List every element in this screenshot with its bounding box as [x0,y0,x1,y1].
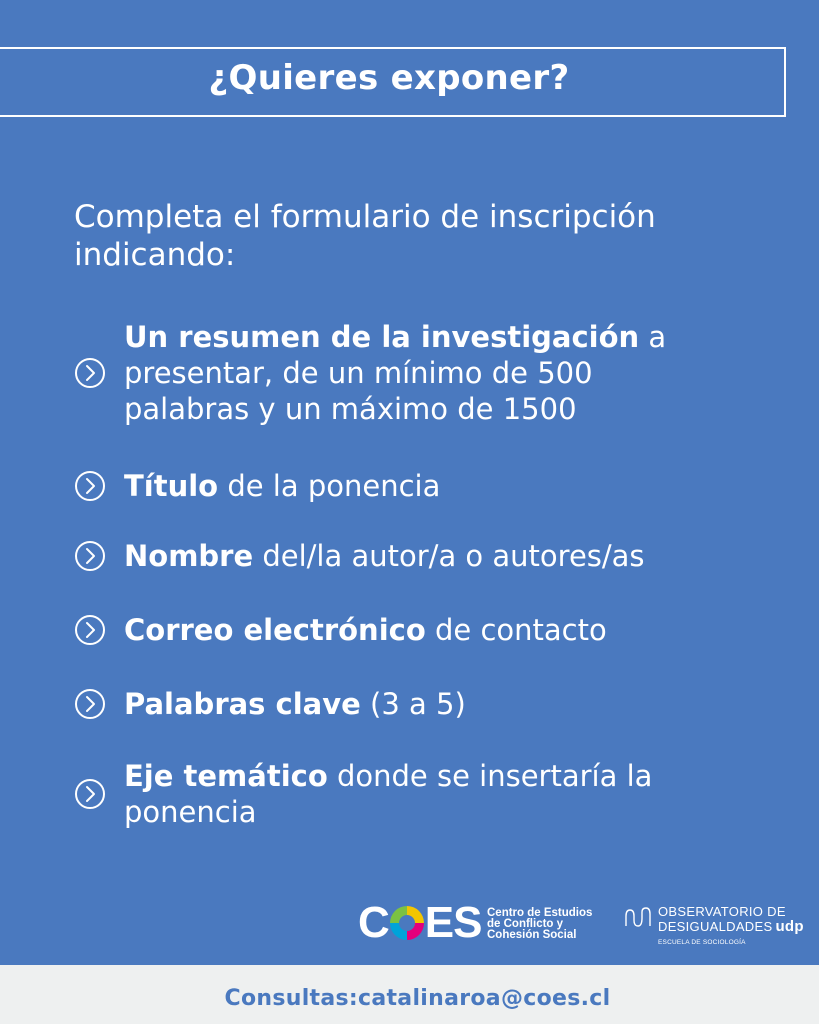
footer-bar [0,965,819,1024]
observatorio-school: ESCUELA DE SOCIOLOGÍA [658,939,746,946]
list-item [74,686,794,722]
coes-subtitle: Centro de Estudios de Conflicto y Cohesión Social [487,907,593,941]
chevron-right-circle-icon [74,357,106,389]
page-title: ¿Quieres exponer? [208,58,570,98]
list-item-bold: Correo electrónico [124,613,426,647]
coes-color-ring-icon [390,906,424,940]
intro-text: Completa el formulario de inscripción indicando: [74,199,656,273]
chevron-right-circle-icon [74,540,106,572]
contact-text[interactable]: Consultas:catalinaroa@coes.cl [224,986,611,1011]
list-item [74,468,794,504]
list-item-bold: Palabras clave [124,687,361,721]
list-item-text [124,468,440,504]
chevron-right-circle-icon [74,778,106,810]
coes-logo-c: C [358,898,389,947]
chevron-right-circle-icon [74,614,106,646]
list-item-rest: del/la autor/a o autores/as [253,539,645,573]
list-item-rest: donde se insertaría la ponencia [124,759,653,829]
list-item-bold: Título [124,469,219,503]
list-item-bold: Nombre [124,539,254,573]
list-item-text [124,686,466,722]
list-item [74,319,794,427]
chevron-right-circle-icon [74,688,106,720]
list-item-rest: de contacto [425,613,607,647]
chevron-right-circle-icon [74,470,106,502]
list-item-rest: (3 a 5) [360,687,466,721]
list-item [74,758,794,830]
observatorio-line2 [658,918,804,935]
list-item-bold: Eje temático [124,759,328,793]
list-item [74,538,794,574]
list-item [74,612,794,648]
observatorio-wave-icon [624,906,652,928]
list-item-bold: Un resumen de la investigación [124,320,640,354]
partner-logos [0,890,819,960]
udp-logo-text: udp [775,918,804,935]
list-item-rest: a presentar, de un mínimo de 500 palabras y un máximo de 1500 [124,320,667,426]
list-item-text [124,538,645,574]
list-item-text [124,612,607,648]
list-item-text [124,758,684,830]
list-item-text [124,319,684,427]
observatorio-line2-text: DESIGUALDADES [658,919,773,934]
observatorio-line1: OBSERVATORIO DE [658,904,786,919]
coes-logo [358,898,481,948]
coes-logo-es: ES [424,898,482,947]
title-banner [0,47,786,117]
list-item-rest: de la ponencia [218,469,441,503]
